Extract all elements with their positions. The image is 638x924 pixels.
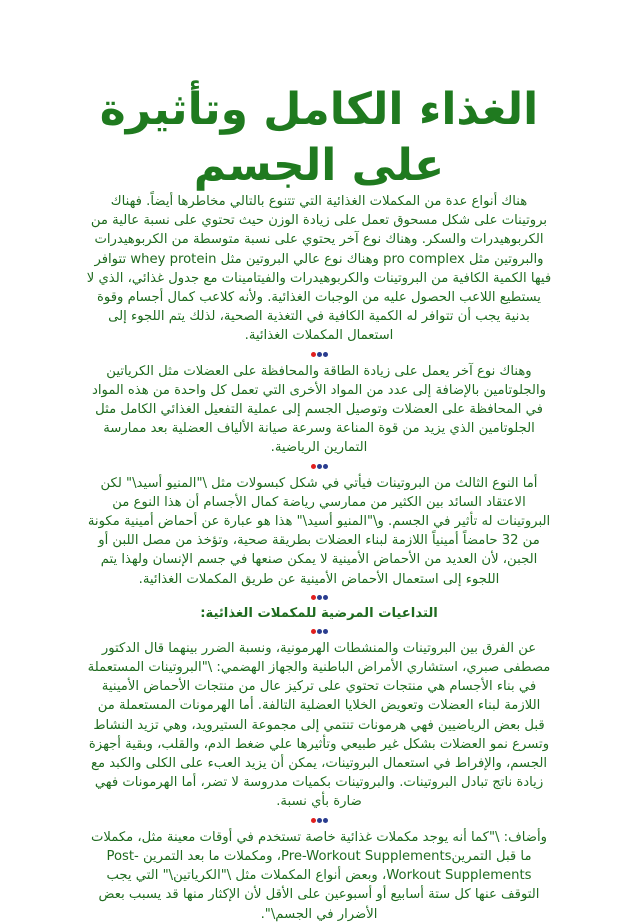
paragraph-creatine: وهناك نوع آخر يعمل على زيادة الطاقة والمحافظة على العضلات مثل الكرياتين والجلوتامين بالإضافة إلى عدد من المواد الأخرى التي تعمل كل واحدة من هذه المواد في المحافظة على العضلات وتوصيل الجسم إلى عملية التفعيل الغذائي الكامل مثل الجلوتامين الذي يزيد من قوة المناعة وسرعة صيانة الألياف العضلية بعد ممارسة التمارين الرياضية.	[92, 363, 546, 456]
blue-dot-icon	[317, 818, 322, 823]
page-title: الغذاء الكامل وتأثيرة على الجسم	[99, 84, 539, 191]
separator-dots	[86, 625, 552, 637]
red-dot-icon	[311, 464, 316, 469]
section-heading: التداعيات المرضية للمكملات الغذائية:	[200, 605, 438, 621]
blue-dot-icon	[323, 352, 328, 357]
blue-dot-icon	[323, 818, 328, 823]
blue-dot-icon	[323, 595, 328, 600]
separator-dots	[86, 460, 552, 472]
red-dot-icon	[311, 818, 316, 823]
blue-dot-icon	[317, 595, 322, 600]
red-dot-icon	[311, 352, 316, 357]
separator-dots	[86, 591, 552, 603]
paragraph-supplement-types: هناك أنواع عدة من المكملات الغذائية التي تتنوع بالتالي مخاطرها أيضاً. فهناك بروتينات على شكل مسحوق تعمل على زيادة الوزن حيث تحتوي على نسبة عالية من الكربوهيدرات والسكر. وهناك نوع آخر يحتوي على نسبة متوسطة من الكربوهيدرات والبروتين مثل pro complex وهناك نوع عالي البروتين مثل whey protein تتوافر فيها الكمية الكافية من البروتينات والكربوهيدرات والفيتامينات مع جدول غذائي، الذي لا يستطيع اللاعب الحصول عليه من الوجبات الغذائية. ولأنه كلاعب كمال أجسام وقوة بدنية يجب أن تتوافر له الكمية الكافية في التغذية الصحية، لذلك يتم اللجوء إلى استعمال المكملات الغذائية.	[86, 194, 552, 344]
blue-dot-icon	[317, 464, 322, 469]
paragraph-hormones: عن الفرق بين البروتينات والمنشطات الهرمونية، ونسبة الضرر بينهما قال الدكتور مصطفى صبري، استشاري الأمراض الباطنية والجهاز الهضمي: \"البروتينات المستعملة في بناء الأجسام هي منتجات تحتوي على تركيز عال من منتجات الأحماض الأمينية اللازمة لبناء العضلات وتعويض الخلايا العضلية التالفة. أما الهرمونات المستعملة من قبل بعض الرياضيين فهي هرمونات تنتمي إلى مجموعة الستيرويد، وهي تزيد النشاط وتسرع نمو العضلات بشكل غير طبيعي وتأثيرها علي ضغط الدم، والقلب، وبقية أجهزة الجسم، والإفراط في استعمال البروتينات، يمكن أن يزيد العبء على الكلى والكبد مع زيادة ناتج تبادل البروتينات. والبروتينات بكميات مدروسة لا تضر، أما الهرمونات فهي ضارة بأي نسبة.	[87, 640, 551, 810]
separator-dots	[86, 348, 552, 360]
paragraph-workout-supplements: وأضاف: \"كما أنه يوجد مكملات غذائية خاصة تستخدم في أوقات معينة مثل، مكملات ما قبل التمرينPre-Workout Supplements، ومكملات ما بعد التمرين Post-Workout Supplements، وبعض أنواع المكملات مثل \"الكرياتين\" التي يجب التوقف عنها كل ستة أسابيع أو أسبوعين على الأقل لأن الإكثار منها قد يسبب بعض الأضرار في الجسم\".	[90, 829, 548, 922]
blue-dot-icon	[323, 464, 328, 469]
paragraph-amino-acid: أما النوع الثالث من البروتينات فيأتي في شكل كبسولات مثل \"المنيو أسيد\" لكن الاعتقاد السائد بين الكثير من ممارسي رياضة كمال الأجسام أن هذا النوع من البروتينات له تأثير في الجسم. و\"المنيو أسيد\" هذا هو عبارة عن أحماض أمينية مكونة من 32 حامضاً أمينياً اللازمة لبناء العضلات بطريقة صحية، وتؤخذ من مصل اللبن أو الجبن، لأن العديد من الأحماض الأمينية لا يمكن صنعها في جسم الإنسان ولهذا يتم اللجوء إلى استعمال الأحماض الأمينية عن طريق المكملات الغذائية.	[87, 475, 551, 587]
separator-dots	[86, 814, 552, 826]
blue-dot-icon	[317, 629, 322, 634]
red-dot-icon	[311, 629, 316, 634]
blue-dot-icon	[323, 629, 328, 634]
red-dot-icon	[311, 595, 316, 600]
blue-dot-icon	[317, 352, 322, 357]
